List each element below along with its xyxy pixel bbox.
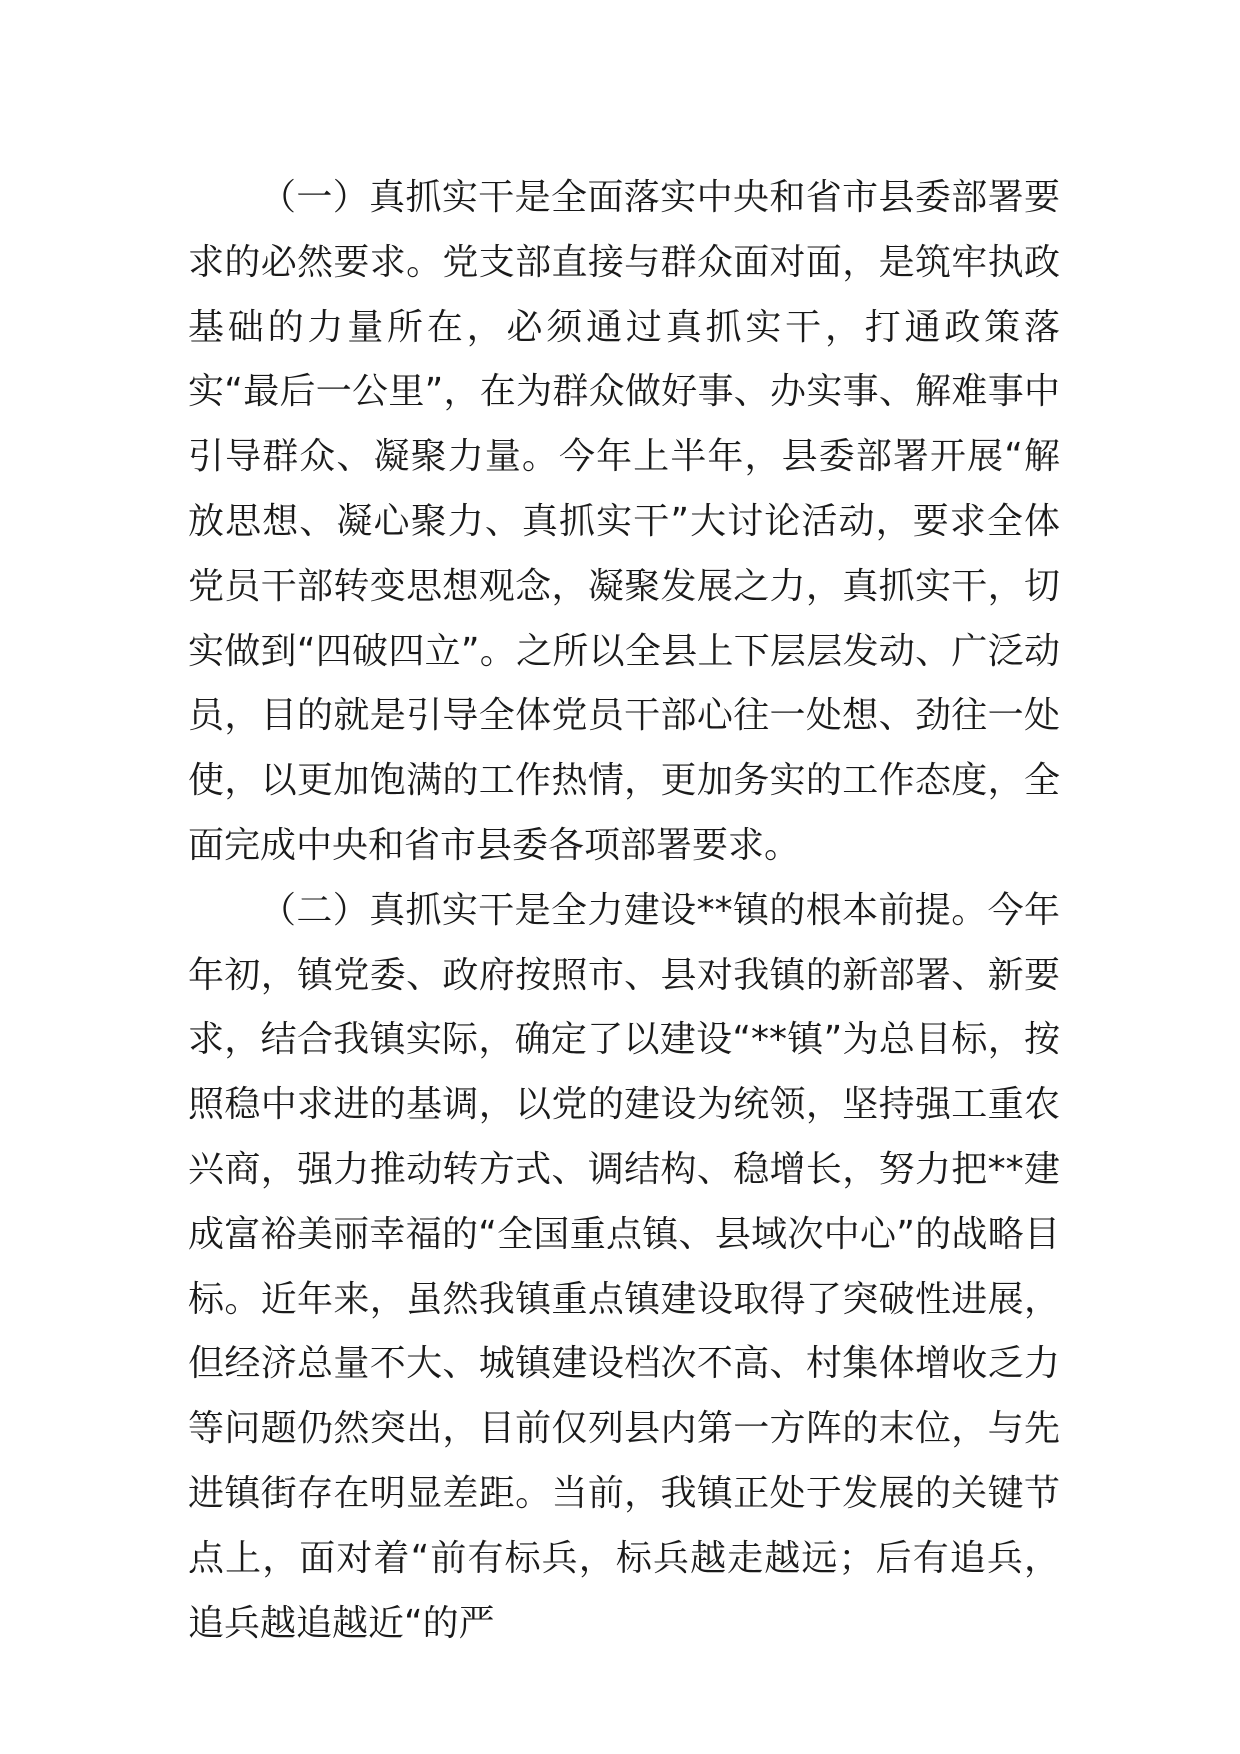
paragraph-2: （二）真抓实干是全力建设**镇的根本前提。今年年初，镇党委、政府按照市、县对我镇的新部署、新要求，结合我镇实际，确定了以建设“**镇”为总目标，按照稳中求进的基调，以党的建设为统领，坚持强工重农兴商，强力推动转方式、调结构、稳增长，努力把**建成富裕美丽幸福的“全国重点镇、县域次中心”的战略目标。近年来，虽然我镇重点镇建设取得了突破性进展，但经济总量不大、城镇建设档次不高、村集体增收乏力等问题仍然突出，目前仅列县内第一方阵的末位，与先进镇街存在明显差距。当前，我镇正处于发展的关键节点上，面对着“前有标兵，标兵越走越远；后有追兵，追兵越追越近“的严 (188, 889, 1060, 1644)
paragraph-1: （一）真抓实干是全面落实中央和省市县委部署要求的必然要求。党支部直接与群众面对面，是筑牢执政基础的力量所在，必须通过真抓实干，打通政策落实“最后一公里”，在为群众做好事、办实事、解难事中引导群众、凝聚力量。今年上半年，县委部署开展“解放思想、凝心聚力、真抓实干”大讨论活动，要求全体党员干部转变思想观念，凝聚发展之力，真抓实干，切实做到“四破四立”。之所以全县上下层层发动、广泛动员，目的就是引导全体党员干部心往一处想、劲往一处使，以更加饱满的工作热情，更加务实的工作态度，全面完成中央和省市县委各项部署要求。 (188, 177, 1060, 866)
document-body (188, 166, 1060, 1656)
